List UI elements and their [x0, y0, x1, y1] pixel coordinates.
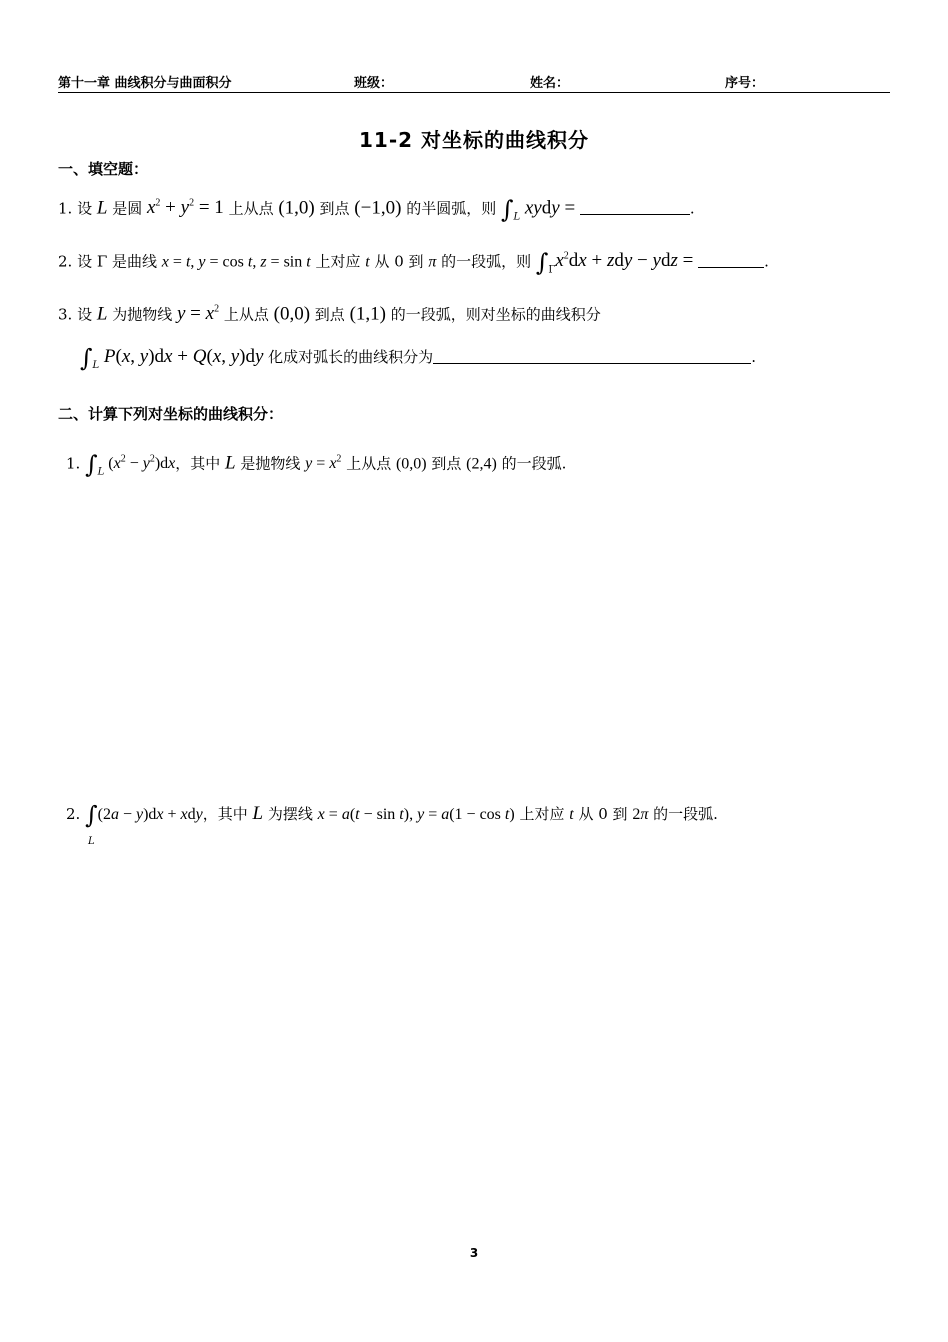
- name-label: 姓名：: [530, 76, 570, 91]
- section-heading-fill-in: 一、填空题：: [58, 160, 149, 178]
- page-title: 11-2 对坐标的曲线积分: [358, 128, 589, 152]
- fill-question-2: 2. 设 Γ 是曲线 x = t, y = cos t, z = sin t 上对应 t 从 0 到 π 的一段弧，则 $\int_\Gamma x^2dx$ + zdy − ydz = .: [58, 248, 769, 277]
- integral-subscript-L: L: [88, 836, 95, 847]
- answer-blank-3[interactable]: [433, 349, 751, 364]
- number-label: 序号：: [725, 76, 765, 91]
- compute-problem-2: 2. ∫(2a − y)dx + xdy，其中 L 为摆线 x = a(t − sin t), y = a(1 − cos t) 上对应 t 从 0 到 2π 的一段弧.: [66, 801, 718, 829]
- page-number: 3: [469, 1246, 479, 1260]
- answer-blank-2[interactable]: [698, 253, 764, 268]
- fill-question-1: 1. 设 L 是圆 $x^2 + y^2 = 1$ 上从点 (1,0) 到点 (−1,0) 的半圆弧，则 $\int_L$ xydy = .: [58, 195, 695, 224]
- answer-blank-1[interactable]: [580, 200, 690, 215]
- fill-question-3: 3. 设 L 为抛物线 $y = x^2$ 上从点 (0,0) 到点 (1,1) 的一段弧，则对坐标的曲线积分: [58, 303, 601, 325]
- page-header: [58, 66, 890, 93]
- class-label: 班级：: [354, 76, 394, 91]
- compute-problem-1: 1. $\int_L$ $(x^2 - y^2)dx$，其中 L 是抛物线 $y = x^2$ 上从点 (0,0) 到点 (2,4) 的一段弧.: [66, 450, 567, 479]
- section-heading-compute: 二、计算下列对坐标的曲线积分：: [58, 405, 284, 423]
- fill-question-3-line-2: $\int_L$ P(x, y)dx + Q(x, y)dy 化成对弧长的曲线积分为 .: [80, 344, 756, 372]
- chapter-title: 第十一章 曲线积分与曲面积分: [58, 76, 232, 91]
